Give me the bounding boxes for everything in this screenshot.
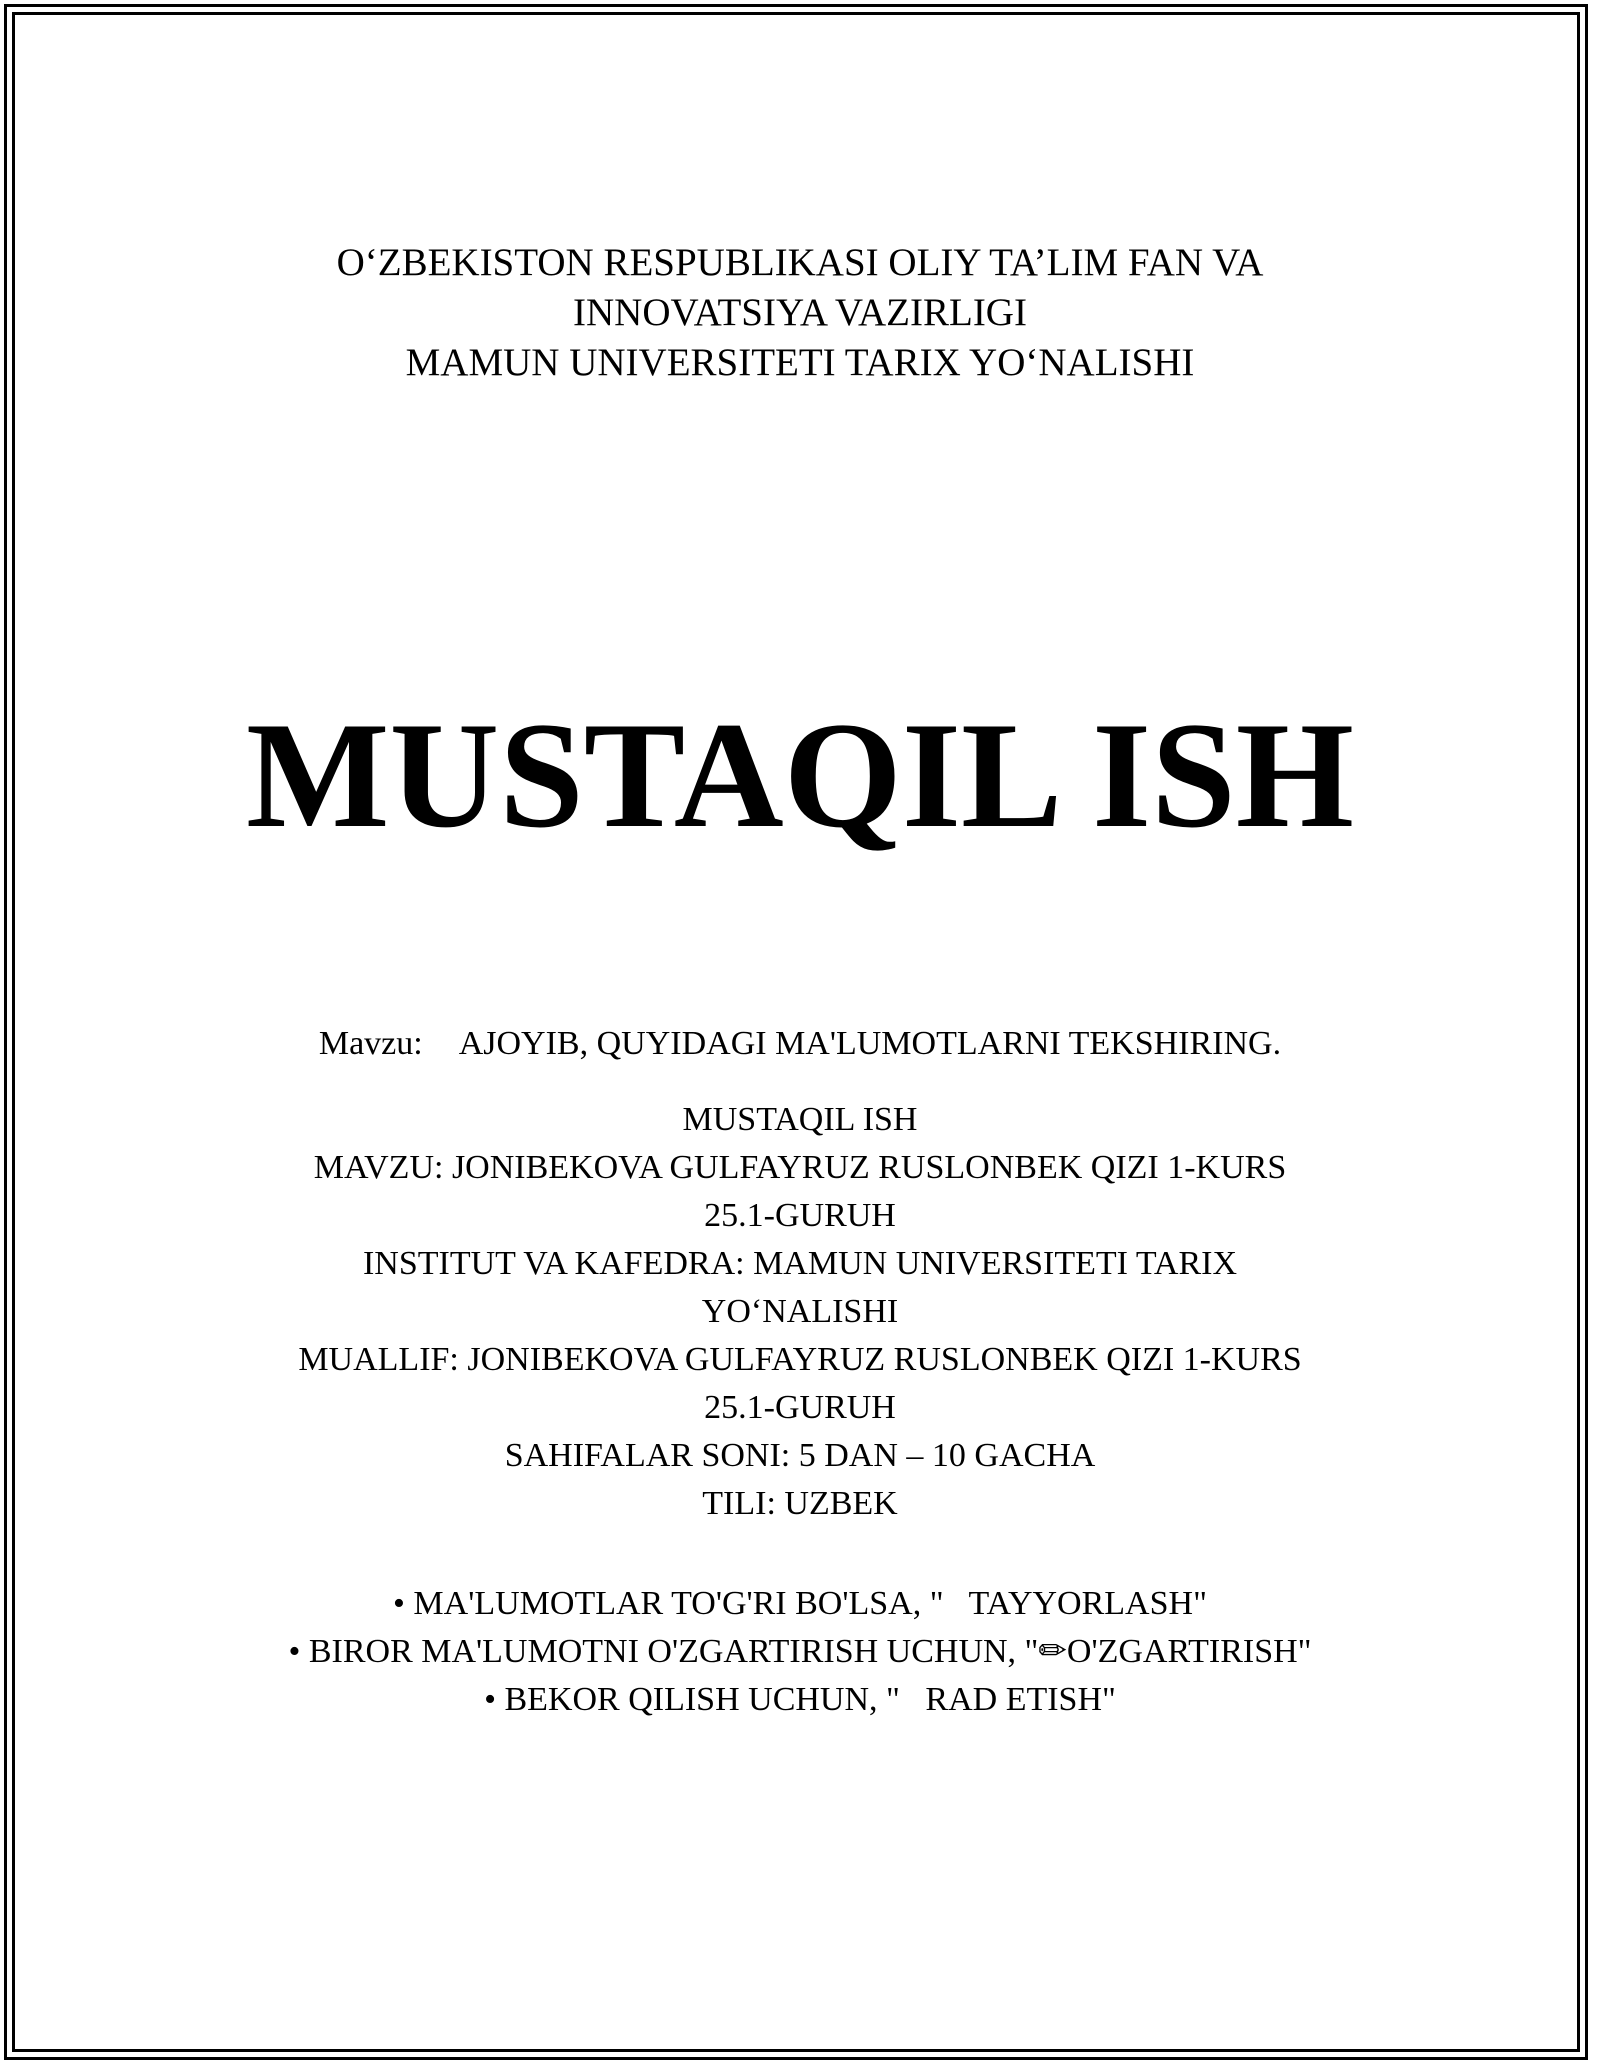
details-line: MAVZU: JONIBEKOVA GULFAYRUZ RUSLONBEK QIZI 1-KURS [313, 1149, 1287, 1186]
instruction-item: • BIROR MA'LUMOTNI O'ZGARTIRISH UCHUN, "✏O'ZGARTIRISH" [288, 1633, 1312, 1670]
details-line: TILI: UZBEK [702, 1485, 898, 1522]
details-line: INSTITUT VA KAFEDRA: MAMUN UNIVERSITETI TARIX [362, 1245, 1238, 1282]
header-line-2: INNOVATSIYA VAZIRLIGI [573, 291, 1027, 334]
instruction-item: • BEKOR QILISH UCHUN, " RAD ETISH" [484, 1681, 1116, 1718]
details-line: MUALLIF: JONIBEKOVA GULFAYRUZ RUSLONBEK QIZI 1-KURS [298, 1341, 1302, 1378]
details-line: SAHIFALAR SONI: 5 DAN – 10 GACHA [504, 1437, 1096, 1474]
topic-line [0, 1022, 1600, 1066]
details-line: 25.1-GURUH [704, 1197, 896, 1234]
topic-value: AJOYIB, QUYIDAGI MA'LUMOTLARNI TEKSHIRING. [458, 1025, 1282, 1062]
details-line: YO‘NALISHI [701, 1293, 899, 1330]
header-line-3: MAMUN UNIVERSITETI TARIX YO‘NALISHI [405, 341, 1195, 384]
details-line: 25.1-GURUH [704, 1389, 896, 1426]
ministry-header [0, 238, 1600, 388]
topic-label: Mavzu: [318, 1025, 423, 1062]
details-block [0, 1096, 1600, 1528]
details-line: MUSTAQIL ISH [682, 1101, 918, 1138]
document-title: MUSTAQIL ISH [246, 691, 1354, 859]
instruction-item: • MA'LUMOTLAR TO'G'RI BO'LSA, " TAYYORLASH" [393, 1585, 1207, 1622]
header-line-1: O‘ZBEKISTON RESPUBLIKASI OLIY TA’LIM FAN VA [336, 241, 1264, 284]
instruction-list [0, 1580, 1600, 1724]
